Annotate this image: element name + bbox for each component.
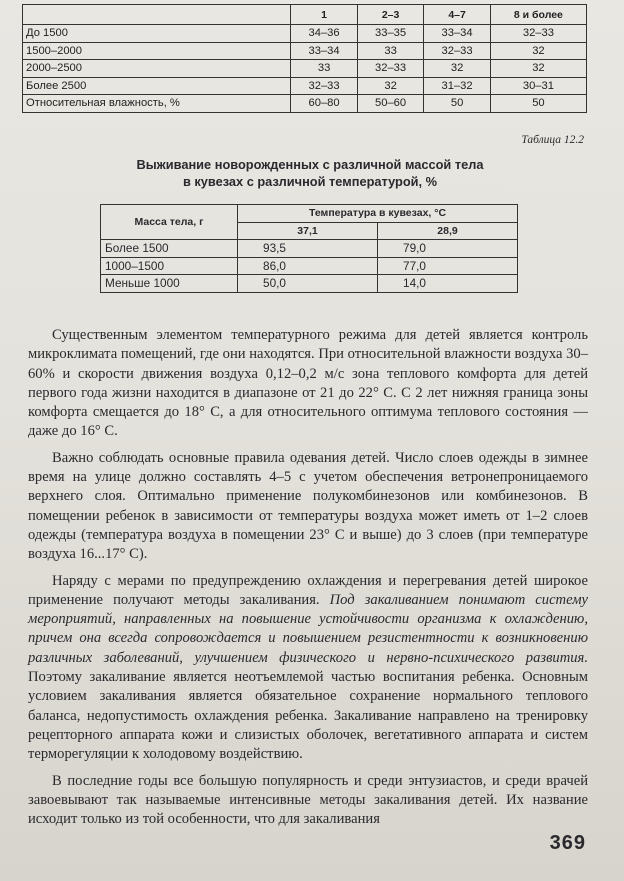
table-temperature-by-weight — [22, 4, 587, 113]
table-title — [100, 156, 520, 190]
column-header-temp-2: 28,9 — [378, 222, 518, 240]
table-cell: 32 — [424, 60, 491, 78]
table-cell: 86,0 — [238, 257, 378, 275]
table-header-cell: 1 — [291, 5, 358, 25]
column-header-temp-1: 37,1 — [238, 222, 378, 240]
table-cell: 32–33 — [291, 77, 358, 95]
paragraph-text: Наряду с мерами по предупреждению охлаждения и перегревания детей широкое применение получают методы закаливания. — [28, 572, 588, 608]
table-cell: 32–33 — [424, 42, 491, 60]
row-label: Относительная влажность, % — [23, 95, 291, 113]
table-row — [101, 257, 518, 275]
body-text — [28, 326, 588, 836]
table-row — [23, 25, 587, 43]
table-cell: 79,0 — [378, 240, 518, 258]
table-caption-number: Таблица 12.2 — [521, 134, 584, 146]
column-header-temperature: Температура в кувезах, °С — [238, 205, 518, 223]
row-label: Более 1500 — [101, 240, 238, 258]
table-cell: 33–34 — [291, 42, 358, 60]
table-cell: 93,5 — [238, 240, 378, 258]
table-survival — [100, 204, 518, 293]
table-title-line: в кувезах с различной температурой, % — [182, 174, 438, 189]
table-header-cell — [23, 5, 291, 25]
table-cell: 14,0 — [378, 275, 518, 293]
table-cell: 32 — [490, 60, 586, 78]
table-header-row — [23, 5, 587, 25]
row-label: 2000–2500 — [23, 60, 291, 78]
row-label: Меньше 1000 — [101, 275, 238, 293]
table-row — [23, 60, 587, 78]
table-cell: 50,0 — [238, 275, 378, 293]
table-row — [23, 42, 587, 60]
paragraph-text: Поэтому закаливание является неотъемлемой частью воспитания ребенка. Основным условием закаливания является обязательное сохранение нормального теплового баланса, недопустимость охлаждения ребенка. Закаливание направлено на тренировку рецепторного аппарата кожи и слизистых оболочек, вегетативного аппарата и систем терморегуляции к холодовому воздействию. — [28, 669, 588, 763]
table-cell: 60–80 — [291, 95, 358, 113]
paragraph: В последние годы все большую популярность и среди энтузиастов, и среди врачей завоевывают так называемые интенсивные методы закаливания детей. Их название исходит только из той особенности, что для закаливания — [28, 772, 588, 828]
table-cell: 32 — [357, 77, 424, 95]
table-row — [23, 95, 587, 113]
table-cell: 50 — [490, 95, 586, 113]
table-cell: 50 — [424, 95, 491, 113]
table-header-cell: 4–7 — [424, 5, 491, 25]
table-cell: 32–33 — [490, 25, 586, 43]
table-cell: 32 — [490, 42, 586, 60]
paragraph — [28, 572, 588, 765]
table-cell: 32–33 — [357, 60, 424, 78]
table-cell: 30–31 — [490, 77, 586, 95]
table-header-cell: 2–3 — [357, 5, 424, 25]
table-row — [101, 275, 518, 293]
paragraph: Существенным элементом температурного режима для детей является контроль микроклимата помещений, где они находятся. При относительной влажности воздуха 30–60% и скорости движения воздуха 0,12–0,2 м/с зона теплового комфорта для детей первого года жизни находится в диапазоне от 21 до 22° С. С 2 лет нижняя граница зоны комфорта смещается до 18° С, а для относительного оптимума теплового состояния — даже до 16° С. — [28, 327, 588, 440]
table-cell: 33–34 — [424, 25, 491, 43]
column-header-mass: Масса тела, г — [101, 205, 238, 240]
paragraph: Важно соблюдать основные правила одевания детей. Число слоев одежды в зимнее время на улице должно составлять 4–5 с учетом обеспечения ветронепроницаемого верхнего слоя. Оптимально применение полукомбинезонов или комбинезонов. В помещении ребенок в зависимости от температуры воздуха может иметь от 1–2 слоев одежды (температура воздуха в помещении 23° С и выше) до 3 слоев (при температуре воздуха 16...17° С). — [28, 449, 588, 563]
table-header-cell: 8 и более — [490, 5, 586, 25]
row-label: Более 2500 — [23, 77, 291, 95]
row-label: До 1500 — [23, 25, 291, 43]
table-cell: 33 — [291, 60, 358, 78]
table-row — [101, 240, 518, 258]
page-number: 369 — [549, 832, 586, 854]
table-cell: 77,0 — [378, 257, 518, 275]
table-header-row — [101, 205, 518, 223]
table-title-line: Выживание новорожденных с различной массой тела — [136, 157, 484, 172]
table-row — [23, 77, 587, 95]
table-cell: 50–60 — [357, 95, 424, 113]
table-cell: 31–32 — [424, 77, 491, 95]
table-cell: 34–36 — [291, 25, 358, 43]
row-label: 1000–1500 — [101, 257, 238, 275]
table-cell: 33–35 — [357, 25, 424, 43]
table-cell: 33 — [357, 42, 424, 60]
row-label: 1500–2000 — [23, 42, 291, 60]
definition-italic: Под закаливанием понимают систему мероприятий, направленных на повышение устойчивости организма к охлаждению, причем она всегда сопровождается и повышением резистентности к возникновению различных заболеваний, улучшением физического и нервно-психического развития. — [28, 591, 588, 666]
